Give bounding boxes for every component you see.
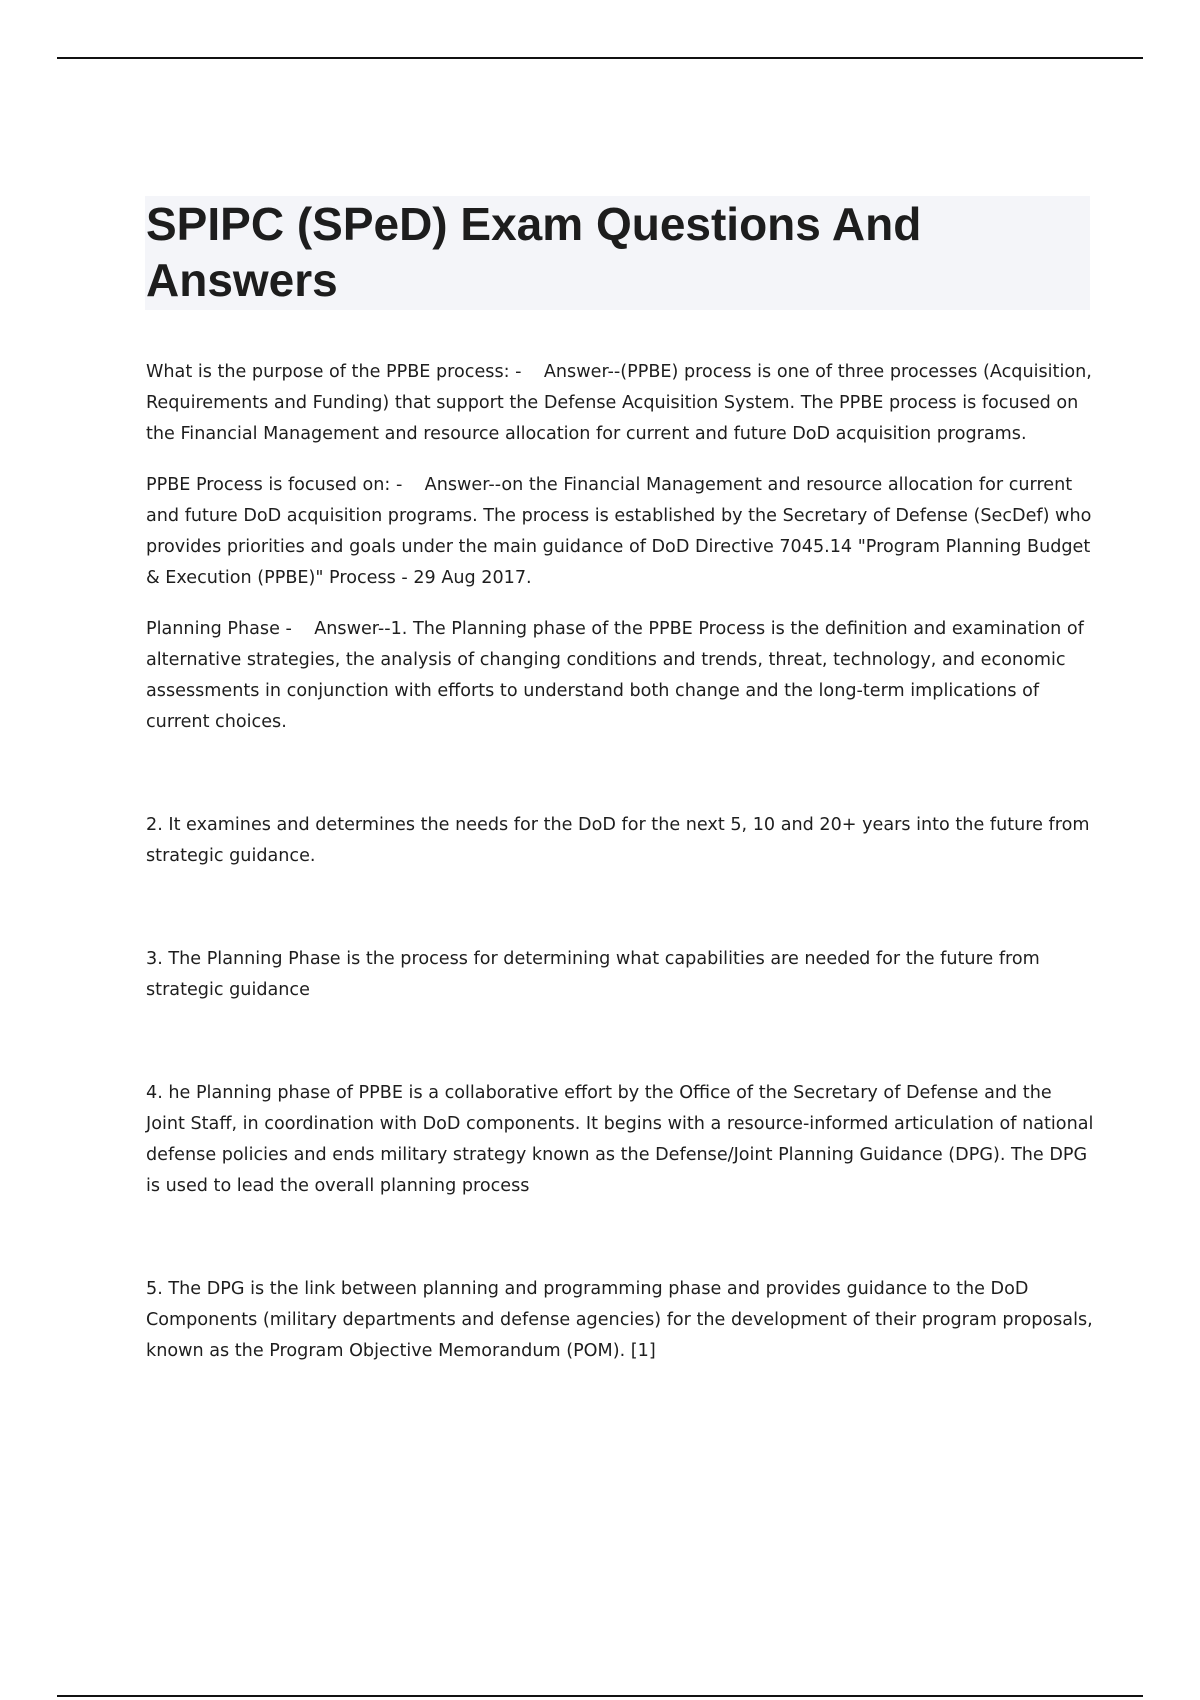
continuation-paragraph: 5. The DPG is the link between planning and programming phase and provides guidance to the DoD Components (military departments and defense agencies) for the development of their program proposals, known as the Program Objective Memorandum (POM). [1]	[146, 1279, 1093, 1361]
qa-item	[146, 357, 1096, 450]
top-rule	[57, 57, 1143, 59]
qa-answer: Answer--1. The Planning phase of the PPBE Process is the definition and examination of alternative strategies, the analysis of changing conditions and trends, threat, technology, and economic assessments in conjunction with efforts to understand both change and the long-term implications of current choices.	[146, 619, 1084, 732]
continuation-paragraph: 3. The Planning Phase is the process for determining what capabilities are needed for the future from strategic guidance	[146, 949, 1040, 1000]
qa-question: PPBE Process is focused on: -	[146, 475, 403, 495]
bottom-rule	[57, 1695, 1143, 1697]
qa-question: Planning Phase -	[146, 619, 292, 639]
qa-answer: Answer--on the Financial Management and resource allocation for current and future DoD acquisition programs. The process is established by the Secretary of Defense (SecDef) who provides priorities and goals under the main guidance of DoD Directive 7045.14 "Program Planning Budget & Execution (PPBE)" Process - 29 Aug 2017.	[146, 475, 1092, 588]
document-title: SPIPC (SPeD) Exam Questions And Answers	[146, 198, 922, 306]
qa-question: What is the purpose of the PPBE process: -	[146, 362, 522, 382]
qa-answer: Answer--(PPBE) process is one of three processes (Acquisition, Requirements and Funding) that support the Defense Acquisition System. The PPBE process is focused on the Financial Management and resource allocation for current and future DoD acquisition programs.	[146, 362, 1092, 444]
document-body	[146, 357, 1096, 1367]
qa-item	[146, 470, 1096, 594]
continuation-paragraph: 2. It examines and determines the needs for the DoD for the next 5, 10 and 20+ years into the future from strategic guidance.	[146, 815, 1090, 866]
continuation-paragraph: 4. he Planning phase of PPBE is a collaborative effort by the Office of the Secretary of Defense and the Joint Staff, in coordination with DoD components. It begins with a resource-informed articulation of national defense policies and ends military strategy known as the Defense/Joint Planning Guidance (DPG). The DPG is used to lead the overall planning process	[146, 1083, 1094, 1196]
qa-item	[146, 614, 1096, 738]
